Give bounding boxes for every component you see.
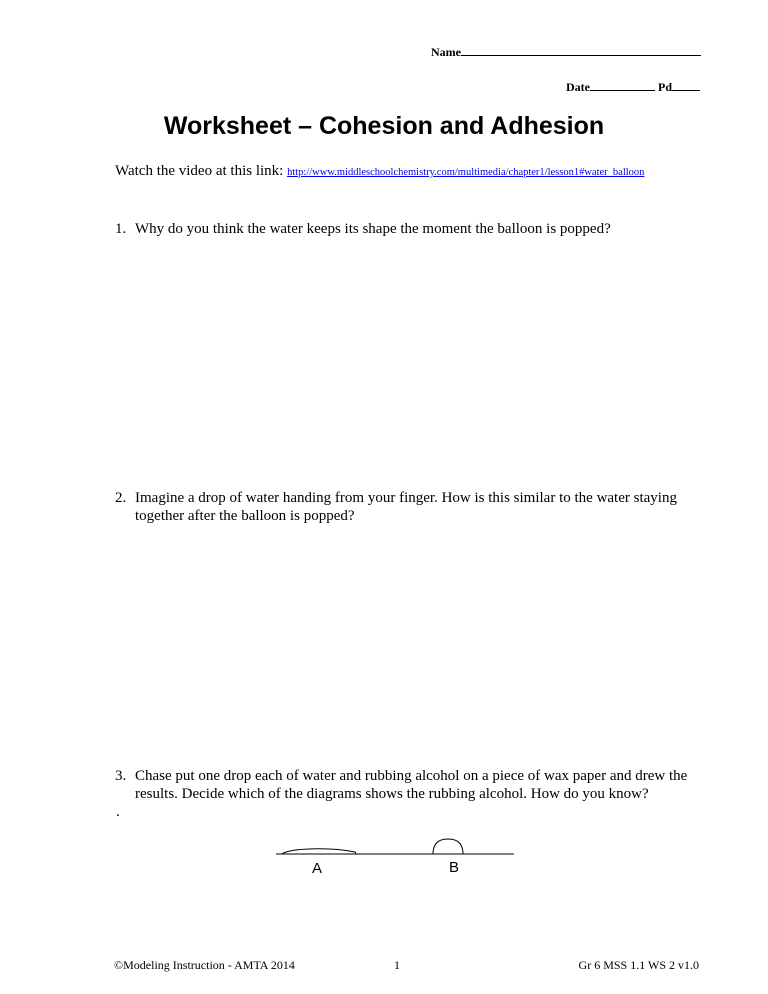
- footer-copyright: ©Modeling Instruction - AMTA 2014: [114, 958, 295, 972]
- instruction-text: Watch the video at this link:: [115, 163, 288, 179]
- date-pd-field[interactable]: [566, 79, 700, 95]
- page-title: Worksheet – Cohesion and Adhesion: [163, 112, 605, 140]
- question-3: [115, 767, 715, 803]
- name-field[interactable]: [431, 44, 701, 60]
- question-text: Chase put one drop each of water and rubbing alcohol on a piece of wax paper and drew the results. Decide which of the diagrams shows the rubbing alcohol. How do you know?: [135, 768, 688, 802]
- name-label: Name: [431, 45, 461, 59]
- droplet-a: [282, 849, 356, 854]
- stray-mark: .: [116, 804, 120, 820]
- question-number: 1.: [115, 221, 127, 237]
- droplet-diagram: [270, 830, 520, 880]
- diagram-label-a: A: [311, 860, 323, 877]
- question-1: [115, 220, 715, 238]
- video-instruction: [115, 163, 644, 180]
- droplet-b: [433, 839, 463, 854]
- question-text: Imagine a drop of water handing from your finger. How is this similar to the water staying together after the balloon is popped?: [135, 490, 677, 524]
- video-link[interactable]: http://www.middleschoolchemistry.com/multimedia/chapter1/lesson1#water_balloon: [287, 167, 645, 178]
- diagram-label-b: B: [448, 859, 460, 876]
- pd-label: Pd: [658, 80, 673, 94]
- question-number: 2.: [115, 490, 127, 506]
- date-label: Date: [566, 80, 590, 94]
- question-2: [115, 489, 715, 525]
- name-blank[interactable]: [461, 44, 701, 56]
- footer-doc-id: Gr 6 MSS 1.1 WS 2 v1.0: [578, 958, 699, 972]
- question-text: Why do you think the water keeps its shape the moment the balloon is popped?: [135, 221, 611, 237]
- page-number: 1: [394, 958, 400, 972]
- date-blank[interactable]: [590, 79, 655, 91]
- question-number: 3.: [115, 768, 127, 784]
- pd-blank[interactable]: [672, 79, 700, 91]
